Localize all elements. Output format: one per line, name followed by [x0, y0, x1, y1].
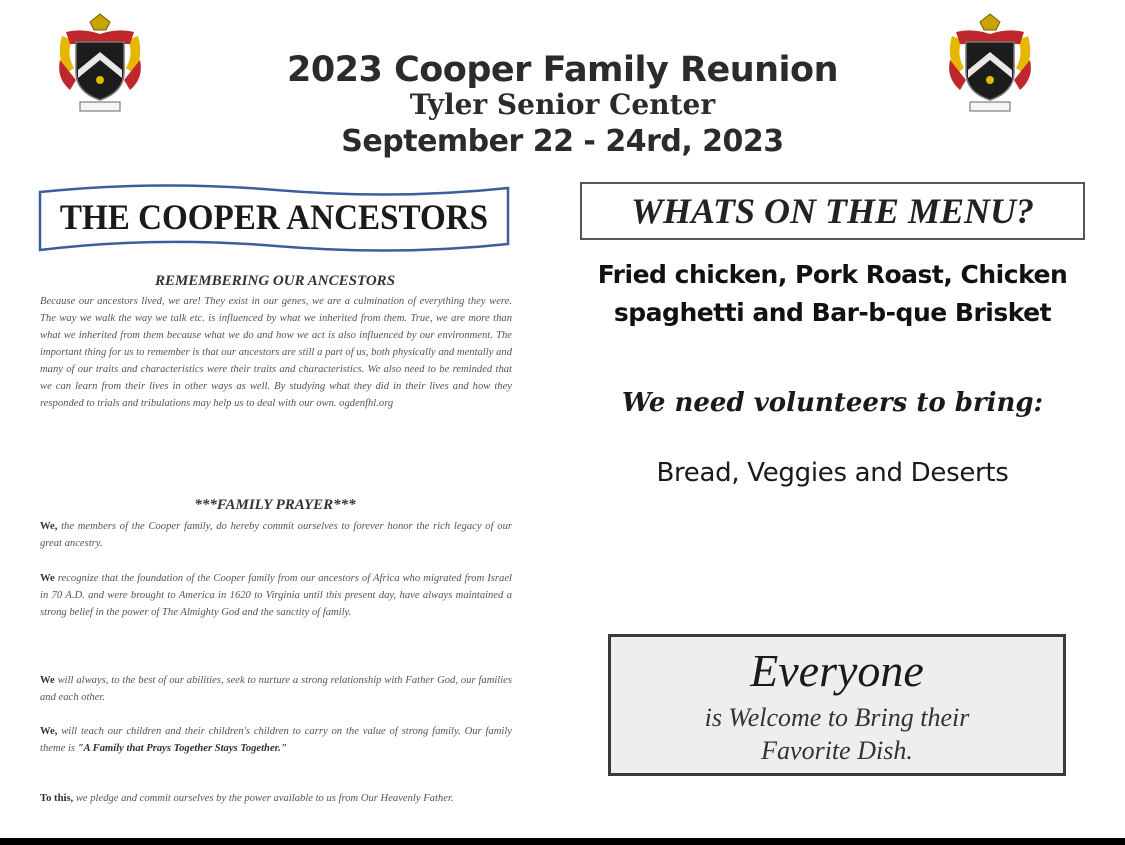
ancestors-title: THE COOPER ANCESTORS	[59, 197, 489, 237]
volunteer-items: Bread, Veggies and Deserts	[656, 458, 1009, 488]
reunion-dates: September 22 - 24rd, 2023	[341, 124, 784, 159]
venue-name: Tyler Senior Center	[409, 88, 716, 121]
reunion-title: 2023 Cooper Family Reunion	[286, 50, 839, 90]
prayer-lead: To this,	[40, 793, 74, 804]
prayer-text: will always, to the best of our abilities, seek to nurture a strong relationship with Father God, our families and each other.	[40, 675, 512, 703]
menu-line: Fried chicken, Pork Roast, Chicken	[597, 260, 1068, 289]
menu-title: WHATS ON THE MENU?	[630, 191, 1035, 231]
prayer-lead: We	[40, 675, 55, 686]
prayer-text: will teach our children and their children's children to carry on the value of strong family. Our family theme is	[40, 726, 512, 754]
prayer-paragraph	[40, 672, 512, 706]
family-crest-icon	[52, 8, 148, 116]
prayer-heading: ***FAMILY PRAYER***	[194, 497, 356, 513]
remembering-text: Because our ancestors lived, we are! They exist in our genes, we are a culmination of everything they were. The way we walk the way we talk etc. is influenced by what we inherited from them. True, we are more than what we inherited from them because what we do and how we act is also influenced by our environment. The important thing for us to remember is that our ancestors are still a part of us, both physically and mentally and many of our traits and characteristics were their traits and characteristics. We also need to be reminded that we can learn from their lives in other ways as well. By studying what they did in their lives and how they responded to trials and tribulations may help us to deal with our own. ogdenfhl.org	[40, 296, 512, 409]
prayer-lead: We	[40, 573, 55, 584]
prayer-paragraph	[40, 518, 512, 552]
prayer-paragraph	[40, 723, 512, 757]
welcome-heading: Everyone	[750, 645, 924, 696]
menu-line: spaghetti and Bar-b-que Brisket	[613, 298, 1052, 327]
remembering-heading: REMEMBERING OUR ANCESTORS	[154, 273, 396, 289]
bottom-border	[0, 838, 1125, 845]
prayer-text: the members of the Cooper family, do hereby commit ourselves to forever honor the rich legacy of our great ancestry.	[40, 521, 512, 549]
menu-items	[580, 256, 1085, 332]
prayer-paragraph	[40, 790, 512, 807]
volunteers-heading: We need volunteers to bring:	[621, 388, 1044, 418]
prayer-lead: We,	[40, 521, 58, 532]
welcome-line: is Welcome to Bring their	[704, 703, 970, 732]
prayer-lead: We,	[40, 726, 58, 737]
prayer-paragraph	[40, 570, 512, 621]
prayer-text: recognize that the foundation of the Cooper family from our ancestors of Africa who migrated from Israel in 70 A.D. and were brought to America in 1620 to Virginia until this present day, have always maintained a strong belief in the power of The Almighty God and the sanctity of family.	[40, 573, 512, 618]
prayer-text: we pledge and commit ourselves by the power available to us from Our Heavenly Father.	[73, 793, 454, 804]
family-theme: "A Family that Prays Together Stays Together."	[77, 743, 287, 754]
welcome-line: Favorite Dish.	[761, 736, 913, 765]
family-crest-icon	[942, 8, 1038, 116]
